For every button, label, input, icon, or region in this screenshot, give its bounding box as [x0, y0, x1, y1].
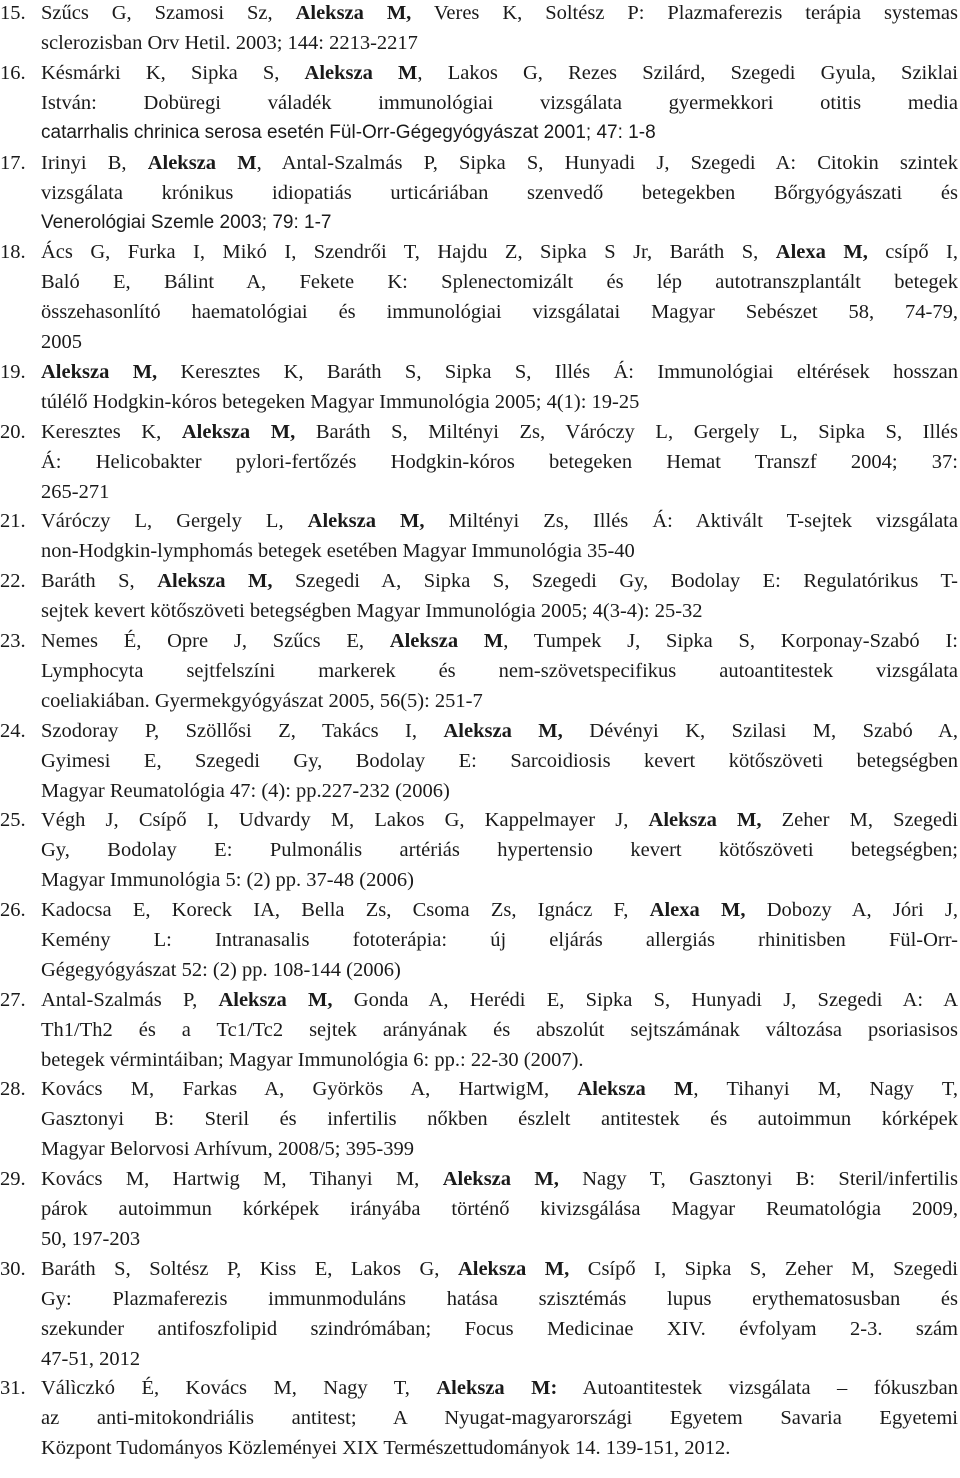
reference-segment: Szűcs G, Szamosi Sz, [41, 2, 296, 24]
reference-segment: Váróczy L, Gergely L, [41, 510, 308, 533]
reference-line [41, 1433, 958, 1463]
reference-line [41, 985, 958, 1015]
reference-segment: betegek vérmintáiban; Magyar Immunológia 6: pp.: 22-30 (2007). [41, 1048, 584, 1071]
reference-segment: catarrhalis chrinica serosa esetén Fül-Orr-Gégegyógyászat 2001; 47: 1-8 [41, 121, 656, 143]
reference-number: 29. [0, 1168, 26, 1191]
reference-number: 28. [0, 1078, 26, 1101]
reference-number: 31. [0, 1377, 26, 1400]
reference-line [41, 1134, 958, 1164]
reference-line [41, 835, 958, 865]
author-highlight: Aleksza M [304, 61, 418, 84]
reference-line [41, 417, 958, 447]
author-highlight: Aleksza M: [436, 1377, 558, 1400]
reference-line [41, 805, 958, 835]
reference-segment: Baráth S, Soltész P, Kiss E, Lakos G, [41, 1257, 458, 1280]
reference-number: 23. [0, 629, 26, 652]
reference-segment: sclerozisban Orv Hetil. 2003; 144: 2213-2217 [41, 32, 418, 54]
reference-line [41, 477, 958, 507]
reference-segment: Miltényi Zs, Illés Á: Aktivált T-sejtek vizsgálata [424, 510, 958, 533]
reference-segment: Kemény L: Intranasalis fototerápia: új eljárás allergiás rhinitisben Fül-Orr- [41, 929, 958, 951]
reference-segment: coeliakiában. Gyermekgyógyászat 2005, 56(5): 251-7 [41, 689, 483, 712]
reference-line [41, 776, 958, 806]
reference-line [41, 327, 958, 357]
reference-text [41, 148, 958, 238]
reference-line [41, 925, 958, 955]
author-highlight: Aleksza M, [181, 420, 296, 443]
author-highlight: Aleksza M, [457, 1257, 570, 1280]
reference-segment: Baráth S, Miltényi Zs, Váróczy L, Gergely L, Sipka S, Illés [295, 420, 958, 443]
reference-number: 17. [0, 151, 26, 174]
reference-segment: Antal-Szalmás P, [41, 988, 219, 1011]
reference-segment: Th1/Th2 és a Tc1/Tc2 sejtek arányának és abszolút sejtszámának változása psoriasisos [41, 1018, 958, 1041]
reference-segment: István: Dobüregi váladék immunológiai vizsgálata gyermekkori otitis media [41, 91, 958, 114]
reference-number: 19. [0, 360, 26, 383]
reference-number: 25. [0, 809, 26, 832]
reference-number: 15. [0, 2, 26, 24]
reference-segment: az anti-mitokondriális antitest; A Nyugat-magyarországi Egyetem Savaria Egyetemi [41, 1407, 958, 1430]
reference-segment: 47-51, 2012 [41, 1347, 141, 1370]
reference-segment: Nemes É, Opre J, Szűcs E, [41, 629, 390, 652]
reference-text [41, 805, 958, 895]
reference-segment: Gasztonyi B: Steril és infertilis nőkben észlelt antitestek és autoimmun kórképek [41, 1108, 958, 1131]
reference-text [41, 716, 958, 806]
reference-segment: Dobozy A, Jóri J, [745, 899, 958, 921]
reference-segment: szekunder antifoszfolipid szindrómában; Focus Medicinae XIV. évfolyam 2-3. szám [41, 1317, 958, 1340]
reference-line [41, 1015, 958, 1045]
reference-line [41, 387, 958, 417]
reference-line [41, 746, 958, 776]
reference-text [41, 1254, 958, 1374]
author-highlight: Aleksza M, [307, 510, 425, 533]
author-highlight: Aleksza M, [157, 570, 273, 593]
reference-text [41, 417, 958, 507]
reference-text [41, 237, 958, 357]
reference-line [41, 148, 958, 178]
reference-line [41, 1373, 958, 1403]
reference-segment: Autoantitestek vizsgálata – fókuszban [557, 1377, 958, 1400]
reference-segment: túlélő Hodgkin-kóros betegeken Magyar Immunológia 2005; 4(1): 19-25 [41, 390, 640, 413]
reference-segment: Magyar Immunológia 5: (2) pp. 37-48 (2006) [41, 869, 414, 892]
reference-segment: , Tihanyi M, Nagy T, [693, 1078, 958, 1101]
reference-segment: Ács G, Furka I, Mikó I, Szendrői T, Hajdu Z, Sipka S Jr, Baráth S, [41, 241, 776, 264]
reference-segment: párok autoimmun kórképek irányába történő kivizsgálása Magyar Reumatológia 2009, [41, 1198, 958, 1221]
reference-number: 18. [0, 241, 26, 264]
reference-line [41, 297, 958, 327]
reference-segment: Kadocsa E, Koreck IA, Bella Zs, Csoma Zs, Ignácz F, [41, 899, 650, 921]
reference-segment: Dévényi K, Szilasi M, Szabó A, [562, 719, 958, 742]
reference-segment: Központ Tudományos Közleményei XIX Természettudományok 14. 139-151, 2012. [41, 1437, 731, 1460]
reference-number: 22. [0, 570, 26, 593]
reference-line [41, 28, 958, 58]
reference-line [41, 955, 958, 985]
reference-line [41, 656, 958, 686]
reference-line [41, 1194, 958, 1224]
reference-line [41, 596, 958, 626]
reference-line [41, 0, 958, 28]
reference-segment: Késmárki K, Sipka S, [41, 61, 305, 84]
reference-segment: Szegedi A, Sipka S, Szegedi Gy, Bodolay E: Regulatórikus T- [272, 570, 958, 593]
reference-text [41, 357, 958, 417]
reference-line [41, 566, 958, 596]
reference-line [41, 88, 958, 118]
reference-line [41, 506, 958, 536]
reference-segment: Veres K, Soltész P: Plazmaferezis terápia systemas [411, 2, 958, 24]
reference-segment: Kovács M, Farkas A, Györkös A, HartwigM, [41, 1078, 578, 1101]
reference-segment: Válìczkó É, Kovács M, Nagy T, [41, 1377, 437, 1400]
author-highlight: Alexa M, [649, 899, 746, 921]
reference-text [41, 566, 958, 626]
author-highlight: Aleksza M, [648, 809, 762, 832]
reference-segment: , Tumpek J, Sipka S, Korponay-Szabó I: [503, 629, 958, 652]
reference-line [41, 1314, 958, 1344]
reference-line [41, 58, 958, 88]
author-highlight: Aleksza M [147, 151, 257, 174]
reference-text [41, 1164, 958, 1254]
reference-segment: Csípő I, Sipka S, Zeher M, Szegedi [569, 1257, 958, 1280]
reference-line [41, 1344, 958, 1374]
reference-segment: non-Hodgkin-lymphomás betegek esetében Magyar Immunológia 35-40 [41, 540, 635, 563]
reference-segment: Zeher M, Szegedi [761, 809, 958, 832]
reference-segment: 265-271 [41, 480, 110, 503]
reference-line [41, 626, 958, 656]
reference-line [41, 716, 958, 746]
reference-segment: Gyimesi E, Szegedi Gy, Bodolay E: Sarcoidiosis kevert kötőszöveti betegségben [41, 749, 958, 772]
reference-text [41, 985, 958, 1075]
reference-segment: Irinyi B, [41, 151, 148, 174]
reference-segment: Venerológiai Szemle 2003; 79: 1-7 [41, 211, 332, 233]
reference-line [41, 536, 958, 566]
reference-line [41, 178, 958, 208]
reference-line [41, 865, 958, 895]
reference-segment: Á: Helicobakter pylori-fertőzés Hodgkin-kóros betegeken Hemat Transzf 2004; 37: [41, 450, 958, 473]
reference-segment: csípő I, [867, 241, 958, 264]
reference-text [41, 58, 958, 148]
reference-segment: Magyar Reumatológia 47: (4): pp.227-232 (2006) [41, 779, 450, 802]
reference-segment: Keresztes K, Baráth S, Sipka S, Illés Á: Immunológiai eltérések hosszan [157, 360, 958, 383]
reference-line [41, 1164, 958, 1194]
reference-text [41, 895, 958, 985]
reference-segment: , Antal-Szalmás P, Sipka S, Hunyadi J, Szegedi A: Citokin szintek [256, 151, 959, 174]
reference-segment: Gégegyógyászat 52: (2) pp. 108-144 (2006) [41, 959, 401, 981]
reference-segment: Baló E, Bálint A, Fekete K: Splenectomizált és lép autotranszplantált betegek [41, 271, 958, 294]
reference-line [41, 895, 958, 925]
reference-segment: 50, 197-203 [41, 1228, 141, 1251]
reference-line [41, 1254, 958, 1284]
author-highlight: Aleksza M, [442, 1168, 559, 1191]
reference-line [41, 447, 958, 477]
reference-segment: összehasonlító haematológiai és immunológiai vizsgálatai Magyar Sebészet 58, 74-79, [41, 301, 958, 324]
reference-line [41, 357, 958, 387]
reference-segment: Kovács M, Hartwig M, Tihanyi M, [41, 1168, 443, 1191]
reference-line [41, 1045, 958, 1075]
reference-line [41, 237, 958, 267]
reference-line [41, 1403, 958, 1433]
author-highlight: Aleksza M, [218, 988, 333, 1011]
reference-line [41, 1104, 958, 1134]
reference-segment: Lymphocyta sejtfelszíni markerek és nem-szövetspecifikus autoantitestek vizsgálata [41, 659, 958, 682]
reference-number: 24. [0, 719, 26, 742]
reference-segment: Magyar Belorvosi Arhívum, 2008/5; 395-399 [41, 1138, 414, 1161]
reference-segment: sejtek kevert kötőszöveti betegségben Magyar Immunológia 2005; 4(3-4): 25-32 [41, 600, 703, 623]
reference-line [41, 686, 958, 716]
reference-segment: Végh J, Csípő I, Udvardy M, Lakos G, Kappelmayer J, [41, 809, 649, 832]
reference-line [41, 267, 958, 297]
reference-text [41, 1373, 958, 1463]
author-highlight: Alexa M, [775, 241, 868, 264]
reference-segment: Gy, Bodolay E: Pulmonális artériás hypertensio kevert kötőszöveti betegségben; [41, 839, 958, 862]
reference-segment: 2005 [41, 331, 82, 354]
reference-line [41, 208, 958, 238]
reference-number: 20. [0, 420, 26, 443]
reference-number: 30. [0, 1257, 26, 1280]
reference-text [41, 506, 958, 566]
reference-text [41, 1074, 958, 1164]
reference-line [41, 118, 958, 148]
reference-line [41, 1284, 958, 1314]
author-highlight: Aleksza M, [41, 360, 158, 383]
reference-segment: Baráth S, [41, 570, 158, 593]
reference-segment: vizsgálata krónikus idiopatiás urticáriában szenvedő betegekben Bőrgyógyászati és [41, 181, 958, 204]
reference-text [41, 0, 958, 58]
reference-segment: , Lakos G, Rezes Szilárd, Szegedi Gyula, Sziklai [417, 61, 958, 84]
author-highlight: Aleksza M, [443, 719, 563, 742]
reference-text [41, 626, 958, 716]
reference-line [41, 1224, 958, 1254]
author-highlight: Aleksza M [577, 1078, 694, 1101]
reference-segment: Szodoray P, Szöllősi Z, Takács I, [41, 719, 444, 742]
reference-segment: Gonda A, Herédi E, Sipka S, Hunyadi J, Szegedi A: A [332, 988, 958, 1011]
reference-number: 21. [0, 510, 26, 533]
reference-number: 26. [0, 899, 26, 921]
reference-number: 27. [0, 988, 26, 1011]
reference-line [41, 1074, 958, 1104]
author-highlight: Aleksza M, [295, 2, 412, 24]
reference-segment: Keresztes K, [41, 420, 182, 443]
author-highlight: Aleksza M [389, 629, 504, 652]
reference-segment: Gy: Plazmaferezis immunmoduláns hatása szisztémás lupus erythematosusban és [41, 1287, 958, 1310]
reference-segment: Nagy T, Gasztonyi B: Steril/infertilis [558, 1168, 958, 1191]
reference-number: 16. [0, 61, 26, 84]
